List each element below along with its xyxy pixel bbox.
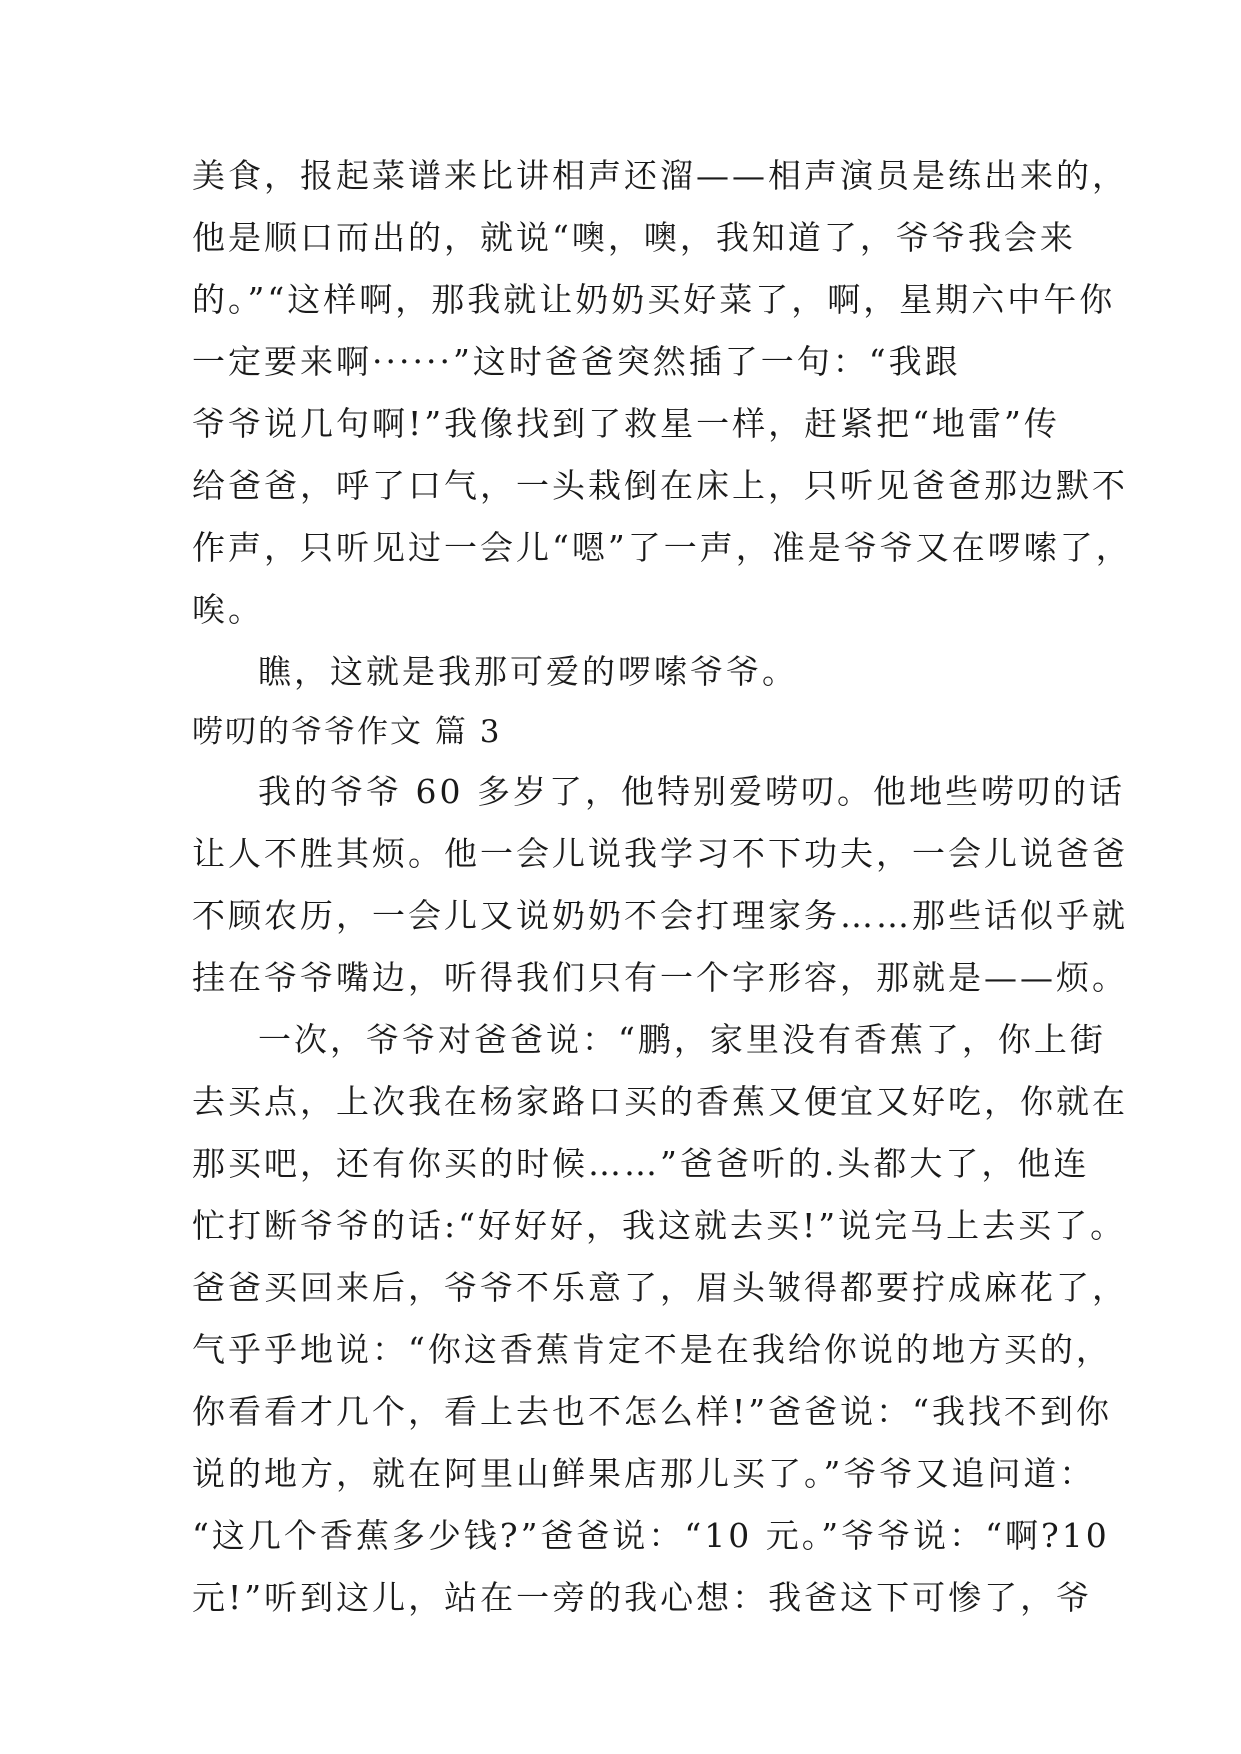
text-line: 的。”“这样啊，那我就让奶奶买好菜了，啊，星期六中午你 — [192, 280, 1116, 319]
text-line: 你看看才几个，看上去也不怎么样!”爸爸说：“我找不到你 — [192, 1392, 1113, 1431]
text-line: 一定要来啊······”这时爸爸突然插了一句：“我跟 — [192, 342, 961, 381]
paragraph-first-line: 瞧，这就是我那可爱的啰嗦爷爷。 — [258, 652, 798, 691]
text-line: 气乎乎地说：“你这香蕉肯定不是在我给你说的地方买的， — [192, 1330, 1112, 1369]
paragraph-first-line: 一次，爷爷对爸爸说：“鹏，家里没有香蕉了，你上街 — [258, 1020, 1106, 1059]
text-line: 给爸爸，呼了口气，一头栽倒在床上，只听见爸爸那边默不 — [192, 466, 1128, 505]
text-line: 爸爸买回来后，爷爷不乐意了，眉头皱得都要拧成麻花了， — [192, 1268, 1128, 1307]
text-line: 忙打断爷爷的话:“好好好，我这就去买!”说完马上去买了。 — [192, 1206, 1127, 1245]
text-line: 唉。 — [192, 590, 264, 629]
text-line: 说的地方，就在阿里山鲜果店那儿买了。”爷爷又追问道： — [192, 1454, 1096, 1493]
text-line: 美食，报起菜谱来比讲相声还溜——相声演员是练出来的， — [192, 156, 1128, 195]
text-line: 挂在爷爷嘴边，听得我们只有一个字形容，那就是——烦。 — [192, 958, 1128, 997]
text-line: 作声，只听见过一会儿“嗯”了一声，准是爷爷又在啰嗦了， — [192, 528, 1132, 567]
text-line: 他是顺口而出的，就说“噢，噢，我知道了，爷爷我会来 — [192, 218, 1076, 257]
text-line: “这几个香蕉多少钱?”爸爸说：“10 元。”爷爷说：“啊?10 — [192, 1516, 1110, 1555]
text-line: 让人不胜其烦。他一会儿说我学习不下功夫，一会儿说爸爸 — [192, 834, 1128, 873]
text-line: 去买点，上次我在杨家路口买的香蕉又便宜又好吃，你就在 — [192, 1082, 1128, 1121]
text-line: 不顾农历，一会儿又说奶奶不会打理家务……那些话似乎就 — [192, 896, 1128, 935]
text-line: 爷爷说几句啊!”我像找到了救星一样，赶紧把“地雷”传 — [192, 404, 1060, 443]
section-heading: 唠叨的爷爷作文 篇 3 — [192, 714, 502, 750]
text-line: 那买吧，还有你买的时候……”爸爸听的.头都大了，他连 — [192, 1144, 1090, 1183]
paragraph-first-line: 我的爷爷 60 多岁了，他特别爱唠叨。他地些唠叨的话 — [258, 772, 1125, 811]
text-line: 元!”听到这儿，站在一旁的我心想：我爸这下可惨了，爷 — [192, 1578, 1093, 1617]
